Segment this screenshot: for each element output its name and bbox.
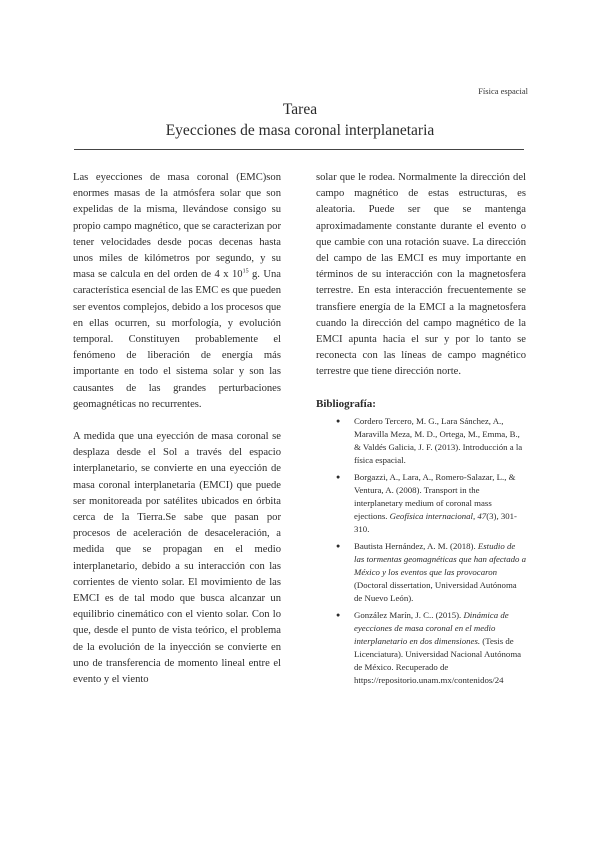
bullet-icon: ● <box>336 541 341 550</box>
bibliography-item <box>316 609 526 687</box>
right-column <box>316 170 526 691</box>
running-head: Física espacial <box>478 86 528 96</box>
reference-text: Borgazzi, A., Lara, A., Romero-Salazar, L., & Ventura, A. (2008). Transport in the interplanetary medium of coronal mass ejections. <box>354 471 516 521</box>
bullet-icon: ● <box>336 472 341 481</box>
bibliography-item <box>316 415 526 467</box>
paragraph-1-text-a: Las eyecciones de masa coronal (EMC)son enormes masas de la atmósfera solar que son expelidas de la misma, llevándose consigo su propio campo magnético, que se caracterizan por tener velocidades desde pocas decenas hasta unos miles de kilómetros por segundo, y su masa se calcula en del orden de 4 x 10 <box>73 172 281 281</box>
reference-text: González Marín, J. C.. (2015). <box>354 609 464 620</box>
bibliography-heading: Bibliografía: <box>316 397 376 410</box>
bibliography-item <box>316 471 526 536</box>
paragraph-3: solar que le rodea. Normalmente la dirección del campo magnético de estas estructuras, es aleatoria. Puede ser que se mantenga aproximadamente constante durante el evento o que cambie con una rotación suave. La dirección del campo de las EMCI es muy importante en términos de su interacción con la magnetosfera terrestre. En esta interacción frecuentemente se transfiere energía de la EMCI a la magnetosfera cuando la dirección del campo magnético de la EMCI apunta hacia el sur y por lo tanto se reconecta con las líneas de campo magnético terrestre que tiene dirección norte. <box>316 172 526 378</box>
reference-text-end: (Tesis de Licenciatura). Universidad Nacional Autónoma de México. Recuperado de https://repositorio.unam.mx/contenidos/24 <box>354 635 522 685</box>
bullet-icon: ● <box>336 610 341 619</box>
bullet-icon: ● <box>336 416 341 425</box>
bibliography-item <box>316 540 526 605</box>
page-subtitle: Eyecciones de masa coronal interplanetaria <box>165 122 435 139</box>
reference-text-end: (Doctoral dissertation, Universidad Autónoma de Nuevo León). <box>354 579 517 603</box>
reference-text: Bautista Hernández, A. M. (2018). <box>354 540 478 551</box>
title-divider <box>74 149 524 150</box>
title-block <box>0 100 600 141</box>
reference-italic: Estudio de las tormentas geomagnéticas que han afectado a México y los eventos que las provocaron <box>354 540 527 577</box>
reference-text: Cordero Tercero, M. G., Lara Sánchez, A., Maravilla Meza, M. D., Ortega, M., Emma, B., & Valdés Galicia, J. F. (2013). Introducción a la física espacial. <box>354 415 523 465</box>
exponent: 15 <box>242 268 249 275</box>
bibliography-list <box>316 415 526 687</box>
paragraph-1 <box>73 170 281 413</box>
reference-text-end: (3), 301-310. <box>354 510 517 534</box>
left-column <box>73 170 281 688</box>
paragraph-1-text-b: g. Una característica esencial de las EMC es que pueden ser eventos complejos, debido a los procesos que en ellas ocurren, su morfología, y evolución temporal. Constituyen probablemente el fenómeno de liberación de energía más importante en todo el sistema solar y son las causantes de las grandes perturbaciones geomagnéticas no recurrentes. <box>73 269 281 410</box>
paragraph-2: A medida que una eyección de masa coronal se desplaza desde el Sol a través del espacio interplanetario, se convierte en una eyección de masa coronal interplanetaria (EMCI) que puede ser monitoreada por satélites ubicados en órbita cerca de la Tierra.Se sabe que pasan por procesos de aceleración de desaceleración, a medida que se propagan en el medio interplanetario, debido a su interacción con las corrientes de viento solar. El movimiento de las EMCI es de tal modo que busca alcanzar un equilibrio cinemático con el viento solar. Con lo que, desde el punto de vista teórico, el problema de la evolución de la inyección se convierte en uno de transferencia de momento lineal entre el evento y el viento <box>73 431 281 686</box>
reference-italic: Geofísica internacional, 47 <box>389 510 487 521</box>
page-title: Tarea <box>282 101 318 118</box>
reference-italic: Dinámica de eyecciones de masa coronal en el medio interplanetario en dos dimensiones. <box>354 609 509 646</box>
